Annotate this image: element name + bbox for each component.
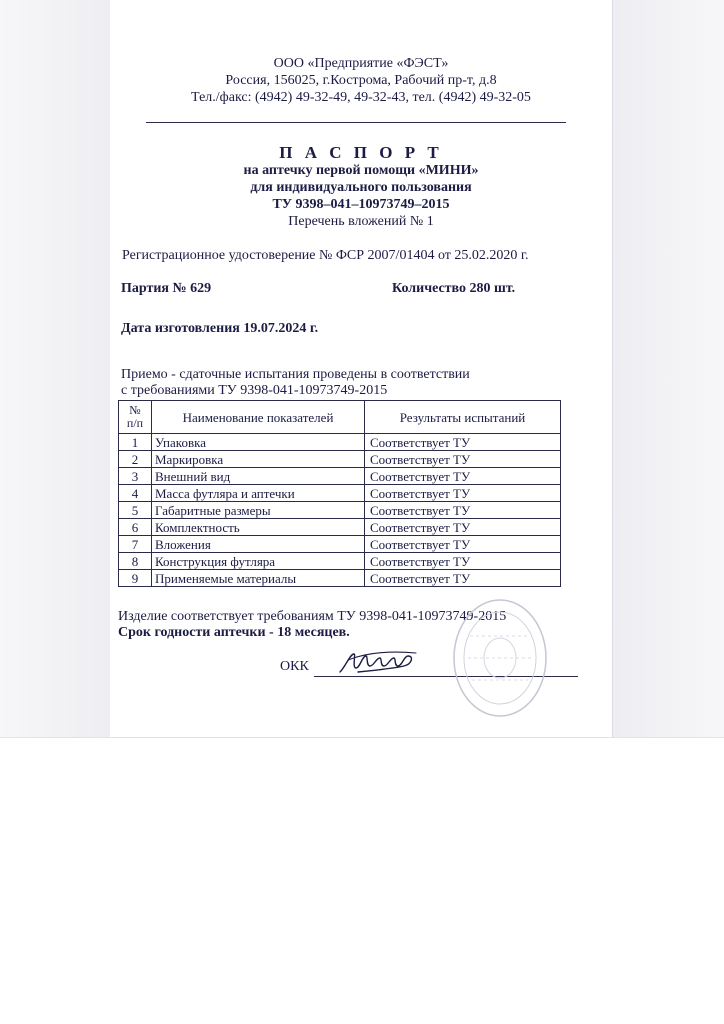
company-phones: Тел./факс: (4942) 49-32-49, 49-32-43, тел. (4942) 49-32-05 [191,90,531,105]
test-result: Соответствует ТУ [365,485,561,502]
indicator-name: Вложения [152,536,365,553]
indicator-name: Маркировка [152,451,365,468]
table-row [119,519,561,536]
attachment-list-number: Перечень вложений № 1 [288,214,434,229]
header-number [119,401,152,434]
row-number: 6 [119,519,152,536]
test-result: Соответствует ТУ [365,502,561,519]
tests-intro-line-2: с требованиями ТУ 9398-041-10973749-2015 [121,383,388,398]
table-header-row [119,401,561,434]
tests-intro-line-1: Приемо - сдаточные испытания проведены в соответствии [121,367,470,382]
test-results-table [118,400,561,587]
table-row [119,451,561,468]
scanner-background-right [612,0,724,738]
header-number-abbrev: п/п [126,416,144,430]
registration-certificate: Регистрационное удостоверение № ФСР 2007/01404 от 25.02.2020 г. [122,248,529,263]
manufacture-date: Дата изготовления 19.07.2024 г. [121,321,319,336]
conformity-statement: Изделие соответствует требованиям ТУ 9398-041-10973749-2015 [118,609,507,624]
indicator-name: Габаритные размеры [152,502,365,519]
indicator-name: Упаковка [152,434,365,451]
test-result: Соответствует ТУ [365,451,561,468]
scan-bottom-edge [0,737,724,738]
test-result: Соответствует ТУ [365,519,561,536]
scanner-background-left [0,0,111,738]
indicator-name: Применяемые материалы [152,570,365,587]
indicator-name: Комплектность [152,519,365,536]
row-number: 3 [119,468,152,485]
specification-number: ТУ 9398–041–10973749–2015 [272,197,450,212]
document-page [110,0,612,738]
company-name: ООО «Предприятие «ФЭСТ» [273,56,449,71]
test-result: Соответствует ТУ [365,468,561,485]
company-address: Россия, 156025, г.Кострома, Рабочий пр-т, д.8 [225,73,497,88]
header-divider [146,122,566,123]
batch-quantity: Количество 280 шт. [392,281,516,296]
indicator-name: Масса футляра и аптечки [152,485,365,502]
row-number: 1 [119,434,152,451]
indicator-name: Конструкция футляра [152,553,365,570]
row-number: 8 [119,553,152,570]
table-row [119,570,561,587]
table-row [119,434,561,451]
table-row [119,468,561,485]
test-result: Соответствует ТУ [365,553,561,570]
test-result: Соответствует ТУ [365,434,561,451]
row-number: 7 [119,536,152,553]
indicator-name: Внешний вид [152,468,365,485]
shelf-life: Срок годности аптечки - 18 месяцев. [118,625,350,640]
header-test-result: Результаты испытаний [365,401,561,434]
document-title: П А С П О Р Т [279,143,443,162]
test-result: Соответствует ТУ [365,536,561,553]
row-number: 5 [119,502,152,519]
row-number: 2 [119,451,152,468]
table-row [119,485,561,502]
faded-round-stamp [450,596,550,720]
row-number: 4 [119,485,152,502]
header-indicator-name: Наименование показателей [152,401,365,434]
handwritten-signature [338,648,418,676]
document-subtitle-2: для индивидуального пользования [250,180,472,195]
batch-number: Партия № 629 [121,281,212,296]
test-result: Соответствует ТУ [365,570,561,587]
quality-control-label: ОКК [280,659,309,674]
document-subtitle: на аптечку первой помощи «МИНИ» [243,163,479,178]
table-body [119,434,561,587]
table-row [119,553,561,570]
row-number: 9 [119,570,152,587]
header-number-symbol: № [129,403,141,417]
table-row [119,536,561,553]
table-row [119,502,561,519]
